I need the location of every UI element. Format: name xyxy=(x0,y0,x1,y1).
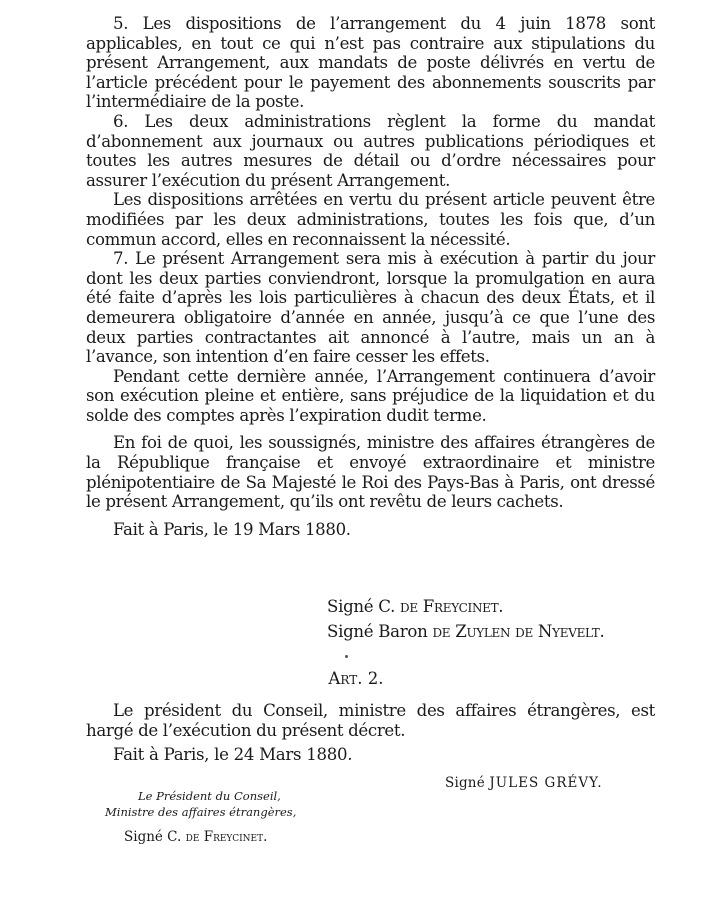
paragraph-5: 5. Les dispositions de l’arrangement du 4 juin 1878 sont applicables, en tout ce qui n’est pas contraire aux stipulations du présent Arrangement, aux mandats de poste délivrés en vertu de l’article précédent pour le payement des abonnements souscrits par l’intermédiaire de la poste. xyxy=(86,14,655,112)
paragraph-6: 6. Les deux administrations règlent la forme du mandat d’abonnement aux journaux ou autres publications périodiques et toutes les autres mesures de détail ou d’ordre nécessaires pour assurer l’exécution du présent Arrangement. xyxy=(86,111,655,190)
signature-zuylen: Signé Baron de Zuylen de Nyevelt. xyxy=(327,622,605,641)
signature-grevy: Signé JULES GRÉVY. xyxy=(445,775,603,791)
signature-freycinet: Signé C. de Freycinet. xyxy=(327,597,504,616)
fait-a-paris-19: Fait à Paris, le 19 Mars 1880. xyxy=(113,519,351,539)
arrangement-text xyxy=(86,14,655,539)
president-title: Le Président du Conseil, xyxy=(138,789,281,803)
article-2-heading: Art. 2. xyxy=(328,669,384,688)
signature-president: Signé C. de Freycinet. xyxy=(124,829,268,845)
minister-title: Ministre des affaires étrangères, xyxy=(105,805,297,819)
article-2-text: Le président du Conseil, ministre des affaires étrangères, est hargé de l’exécution du présent décret. xyxy=(86,701,655,740)
paragraph-7-continued: Pendant cette dernière année, l’Arrangement continuera d’avoir son exécution pleine et entière, sans préjudice de la liquidation et du solde des comptes après l’expiration dudit terme. xyxy=(86,366,655,425)
fait-a-paris-24: Fait à Paris, le 24 Mars 1880. xyxy=(113,745,353,764)
paragraph-7: 7. Le présent Arrangement sera mis à exécution à partir du jour dont les deux parties conviendront, lorsque la promulgation en aura été faite d’après les lois particulières à chacun des deux États, et il demeurera obligatoire d’année en année, jusqu’à ce que l’une des deux parties contractantes ait annoncé à l’autre, mais un an à l’avance, son intention d’en faire cesser les effets. xyxy=(86,249,655,367)
separator-dot xyxy=(345,655,348,658)
paragraph-en-foi: En foi de quoi, les soussignés, ministre des affaires étrangères de la République française et envoyé extraordinaire et ministre plénipotentiaire de Sa Majesté le Roi des Pays-Bas à Paris, ont dressé le présent Arrangement, qu’ils ont revêtu de leurs cachets. xyxy=(86,433,655,512)
paragraph-6-continued: Les dispositions arrêtées en vertu du présent article peuvent être modifiées par les deux administrations, toutes les fois que, d’un commun accord, elles en reconnaissent la nécessité. xyxy=(86,190,655,249)
